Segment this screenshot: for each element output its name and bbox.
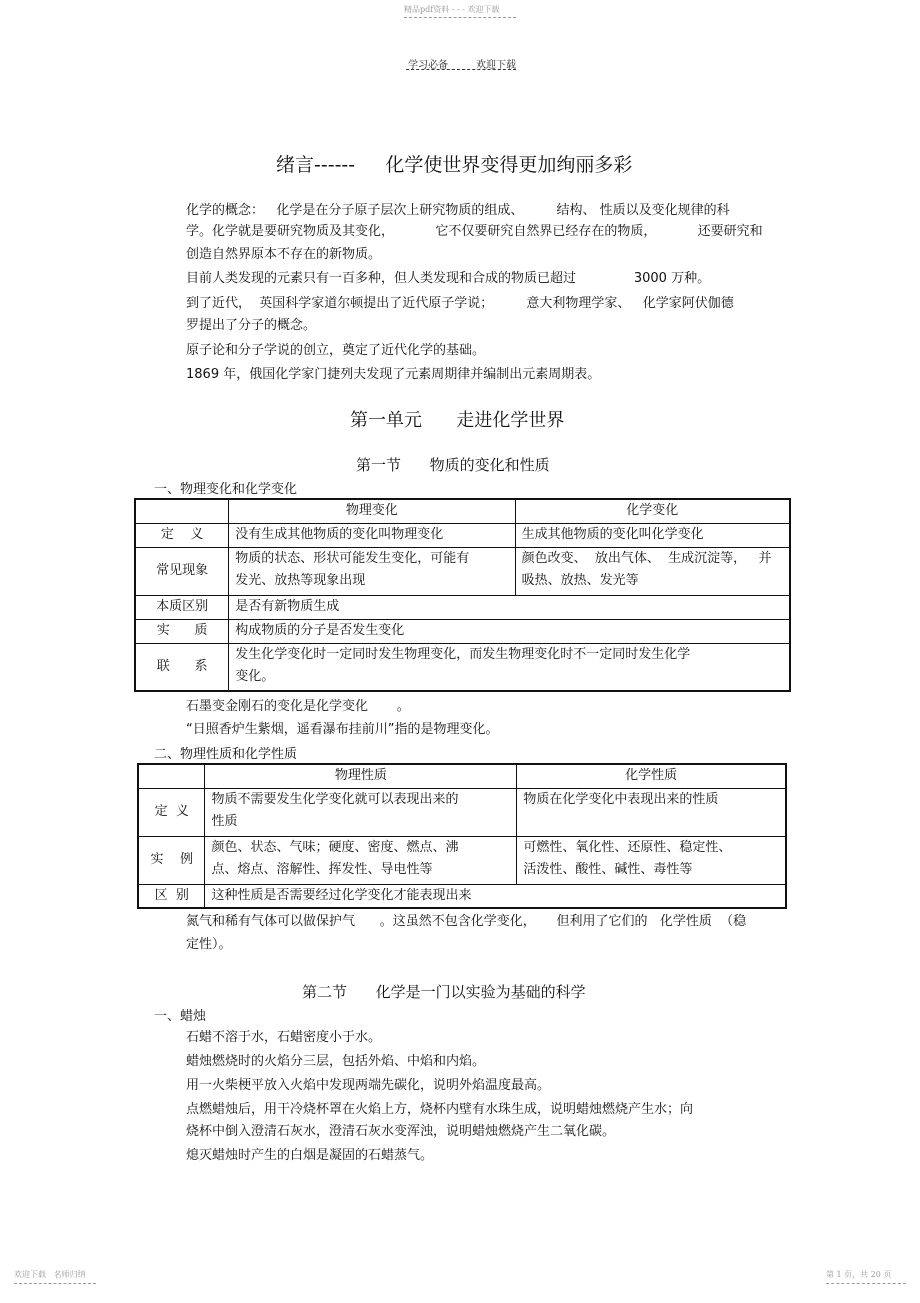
table-cell — [229, 643, 790, 691]
note-line: 定性）。 — [186, 937, 232, 952]
note-line: 氮气和稀有气体可以做保护气 。这虽然不包含化学变化， 但利用了它们的 化学性质 （稳 — [186, 914, 747, 929]
header-left: 学习必备 — [408, 60, 448, 71]
section-title: 第二节 化学是一门以实验为基础的科学 — [302, 983, 586, 1001]
cell-line: 性质 — [211, 813, 238, 829]
note-line: 石墨变金刚石的变化是化学变化 。 — [186, 699, 410, 714]
page-title: 绪言------ 化学使世界变得更加绚丽多彩 — [276, 154, 633, 176]
cell-line: 发生化学变化时一定同时发生物理变化，而发生物理变化时不一定同时发生化学 — [235, 646, 691, 662]
table-header-cell: 化学变化 — [515, 499, 790, 523]
row-label: 定 义 — [135, 523, 229, 547]
top-watermark-divider — [404, 17, 516, 18]
row-label: 常见现象 — [135, 547, 229, 595]
cell-line: 物质不需要发生化学变化就可以表现出来的 — [211, 791, 459, 807]
subsection-heading: 二、物理性质和化学性质 — [154, 747, 298, 762]
cell-line: 物质的状态、形状可能发生变化，可能有 — [235, 550, 470, 566]
table-header-cell: 化学性质 — [517, 764, 786, 788]
table-header-cell: 物理性质 — [205, 764, 517, 788]
bottom-right-divider — [826, 1283, 906, 1284]
row-label: 区 别 — [138, 884, 205, 908]
table-cell: 构成物质的分子是否发生变化 — [229, 619, 790, 643]
intro-line: 创造自然界原本不存在的新物质。 — [186, 247, 382, 262]
intro-line: 罗提出了分子的概念。 — [186, 318, 317, 333]
table-cell — [229, 547, 515, 595]
table-cell — [515, 547, 790, 595]
table-cell: 生成其他物质的变化叫化学变化 — [515, 523, 790, 547]
table-header-cell: 物理变化 — [229, 499, 515, 523]
table-row — [135, 595, 790, 619]
bottom-left-watermark: 欢迎下载 名师归纳 — [14, 1270, 86, 1279]
cell-line: 活泼性、酸性、碱性、毒性等 — [523, 861, 693, 877]
table-cell — [205, 788, 517, 836]
table-physical-chemical-properties — [137, 763, 787, 909]
table-cell — [517, 836, 786, 884]
cell-line: 颜色、状态、气味；硬度、密度、燃点、沸 — [211, 839, 459, 855]
table-row — [135, 619, 790, 643]
cell-line: 点、熔点、溶解性、挥发性、导电性等 — [211, 861, 433, 877]
header-divider — [406, 69, 516, 70]
table-cell — [205, 836, 517, 884]
table-row — [138, 884, 786, 908]
top-watermark: 精品pdf资料 - - - 欢迎下载 — [404, 5, 500, 14]
note-line: “日照香炉生紫烟，遥看瀑布挂前川”指的是物理变化。 — [186, 722, 499, 737]
intro-line: 1869 年，俄国化学家门捷列夫发现了元素周期律并编制出元素周期表。 — [186, 367, 601, 382]
row-label: 本质区别 — [135, 595, 229, 619]
table-row — [135, 523, 790, 547]
body-line: 蜡烛燃烧时的火焰分三层，包括外焰、中焰和内焰。 — [186, 1054, 486, 1069]
cell-line: 颜色改变、 放出气体、 生成沉淀等， 并 — [521, 550, 772, 566]
cell-line: 吸热、放热、发光等 — [521, 572, 639, 588]
intro-line: 目前人类发现的元素只有一百多种，但人类发现和合成的物质已超过 3000 万种。 — [186, 271, 711, 286]
intro-line: 到了近代， 英国科学家道尔顿提出了近代原子学说； 意大利物理学家、 化学家阿伏伽德 — [186, 296, 734, 311]
table-cell: 是否有新物质生成 — [229, 595, 790, 619]
cell-line: 可燃性、氧化性、还原性、稳定性、 — [523, 839, 732, 855]
table-physical-chemical-change — [134, 498, 791, 692]
body-line: 点燃蜡烛后，用干冷烧杯罩在火焰上方，烧杯内壁有水珠生成，说明蜡烛燃烧产生水；向 — [186, 1102, 694, 1117]
row-label: 定 义 — [138, 788, 205, 836]
subsection-heading: 一、蜡烛 — [154, 1009, 207, 1024]
unit-title: 第一单元 走进化学世界 — [350, 410, 565, 431]
body-line: 烧杯中倒入澄清石灰水，澄清石灰水变浑浊，说明蜡烛燃烧产生二氧化碳。 — [186, 1124, 616, 1139]
table-row — [135, 547, 790, 595]
body-line: 熄灭蜡烛时产生的白烟是凝固的石蜡蒸气。 — [186, 1148, 434, 1163]
cell-line: 发光、放热等现象出现 — [235, 572, 366, 588]
page-number: 第 1 页，共 20 页 — [826, 1270, 892, 1279]
table-cell: 这种性质是否需要经过化学变化才能表现出来 — [205, 884, 786, 908]
intro-line: 学。化学就是要研究物质及其变化， 它不仅要研究自然界已经存在的物质， 还要研究和 — [186, 224, 763, 239]
row-label: 联 系 — [135, 643, 229, 691]
table-header-cell — [138, 764, 205, 788]
subsection-heading: 一、物理变化和化学变化 — [154, 482, 298, 497]
body-line: 用一火柴梗平放入火焰中发现两端先碳化，说明外焰温度最高。 — [186, 1078, 551, 1093]
table-cell: 没有生成其他物质的变化叫物理变化 — [229, 523, 515, 547]
table-row — [138, 788, 786, 836]
intro-line: 化学的概念： 化学是在分子原子层次上研究物质的组成、 结构、 性质以及变化规律的科 — [186, 203, 730, 218]
section-title: 第一节 物质的变化和性质 — [356, 456, 550, 474]
body-line: 石蜡不溶于水，石蜡密度小于水。 — [186, 1030, 382, 1045]
row-label: 实 质 — [135, 619, 229, 643]
bottom-left-divider — [14, 1283, 96, 1284]
header-right: 欢迎下载 — [476, 60, 516, 71]
intro-line: 原子论和分子学说的创立，奠定了近代化学的基础。 — [186, 343, 486, 358]
table-header-cell — [135, 499, 229, 523]
table-cell: 物质在化学变化中表现出来的性质 — [517, 788, 786, 836]
cell-line: 变化。 — [235, 668, 275, 684]
row-label: 实 例 — [138, 836, 205, 884]
table-row — [135, 643, 790, 691]
table-row — [138, 836, 786, 884]
